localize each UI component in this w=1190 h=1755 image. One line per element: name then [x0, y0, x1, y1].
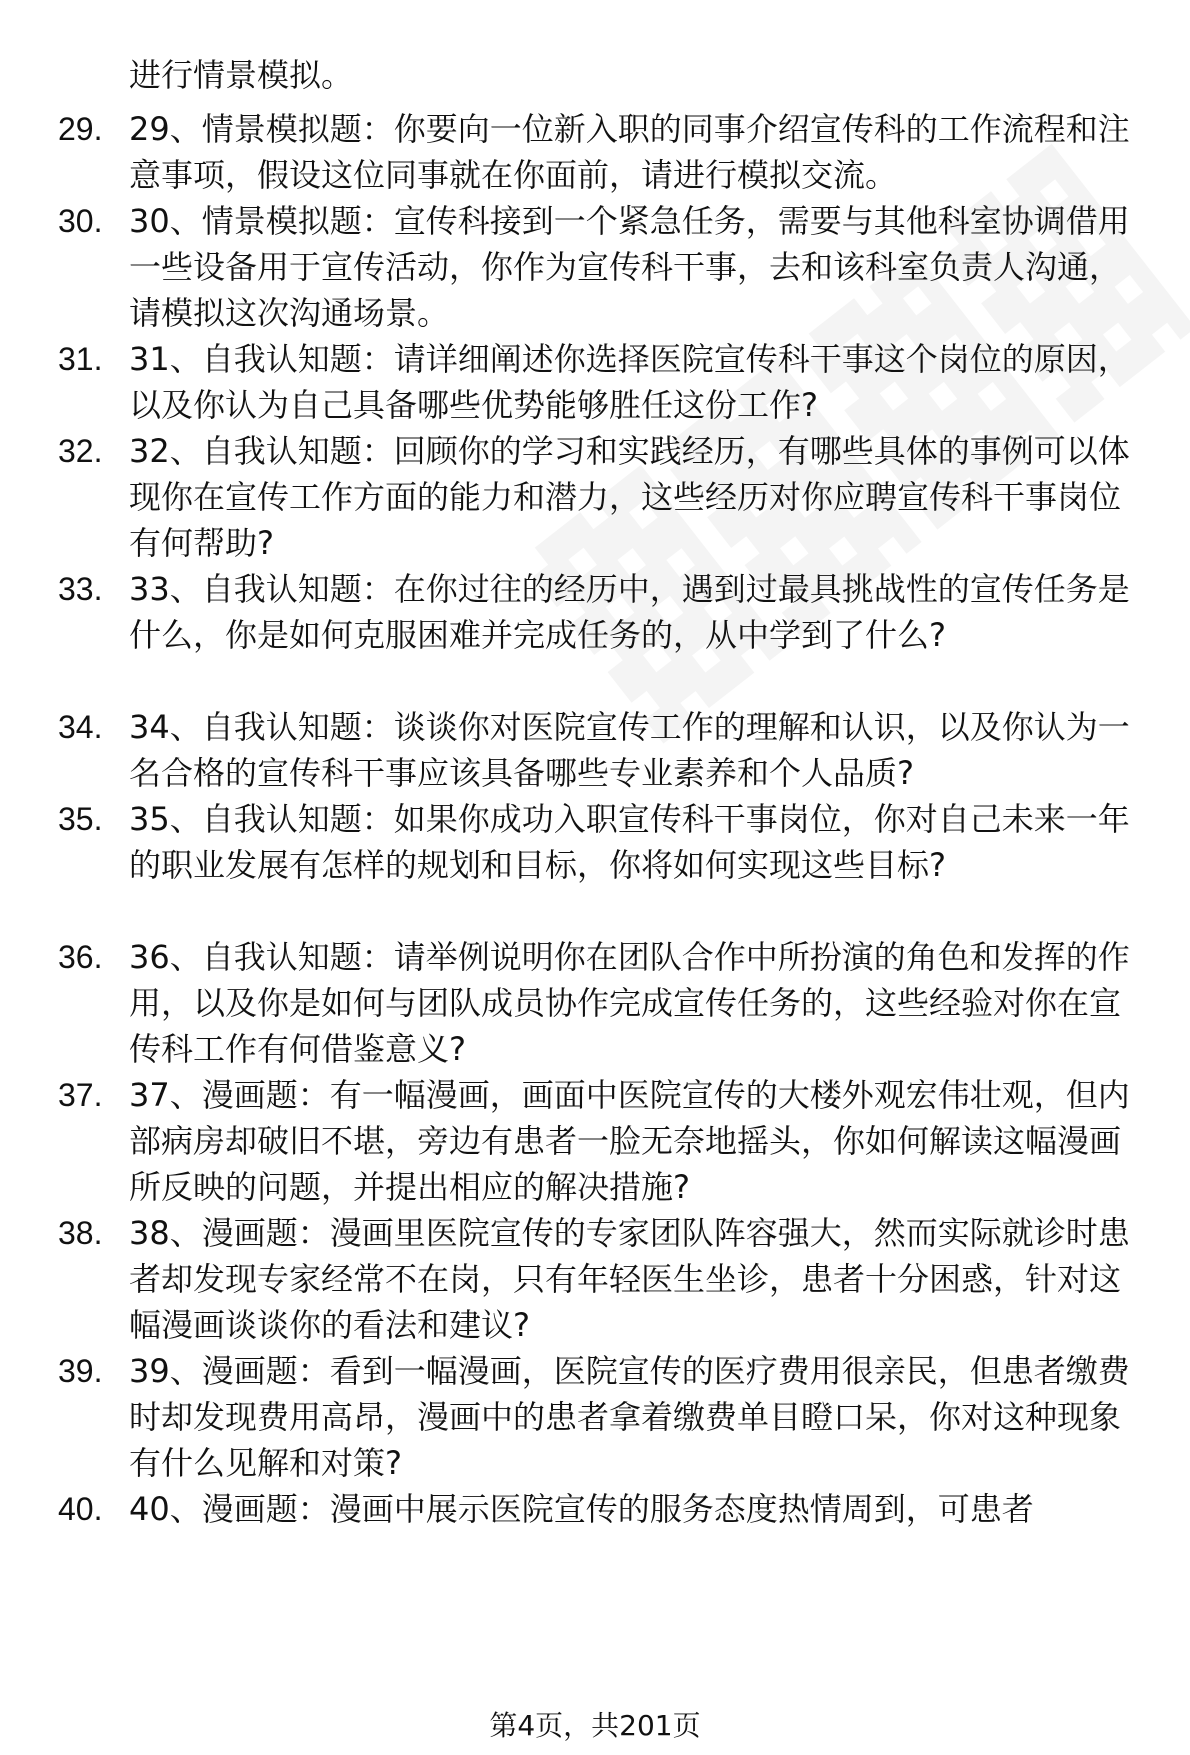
- item-number: 30.: [58, 203, 103, 239]
- item-text: 30、情景模拟题：宣传科接到一个紧急任务，需要与其他科室协调借用一些设备用于宣传活动，你作为宣传科干事，去和该科室负责人沟通，请模拟这次沟通场景。: [129, 202, 1130, 332]
- item-number: 35.: [58, 801, 103, 837]
- item-text: 34、自我认知题：谈谈你对医院宣传工作的理解和认识，以及你认为一名合格的宣传科干事应该具备哪些专业素养和个人品质?: [129, 708, 1130, 792]
- item-text: 32、自我认知题：回顾你的学习和实践经历，有哪些具体的事例可以体现你在宣传工作方面的能力和潜力，这些经历对你应聘宣传科干事岗位有何帮助?: [129, 432, 1130, 562]
- item-text: 35、自我认知题：如果你成功入职宣传科干事岗位，你对自己未来一年的职业发展有怎样的规划和目标，你将如何实现这些目标?: [129, 800, 1130, 884]
- page-footer: 第4页，共201页: [489, 1709, 701, 1742]
- item-text: 33、自我认知题：在你过往的经历中，遇到过最具挑战性的宣传任务是什么，你是如何克服困难并完成任务的，从中学到了什么?: [129, 570, 1130, 654]
- item-number: 36.: [58, 939, 103, 975]
- item-number: 39.: [58, 1353, 103, 1389]
- item-text: 39、漫画题：看到一幅漫画，医院宣传的医疗费用很亲民，但患者缴费时却发现费用高昂，漫画中的患者拿着缴费单目瞪口呆，你对这种现象有什么见解和对策?: [129, 1352, 1130, 1482]
- continued-text: 进行情景模拟。: [129, 56, 354, 94]
- item-text: 37、漫画题：有一幅漫画，画面中医院宣传的大楼外观宏伟壮观，但内部病房却破旧不堪，旁边有患者一脸无奈地摇头，你如何解读这幅漫画所反映的问题，并提出相应的解决措施?: [129, 1076, 1130, 1206]
- item-number: 31.: [58, 341, 103, 377]
- item-text: 40、漫画题：漫画中展示医院宣传的服务态度热情周到，可患者: [129, 1490, 1034, 1528]
- item-number: 29.: [58, 111, 103, 147]
- item-text: 29、情景模拟题：你要向一位新入职的同事介绍宣传科的工作流程和注意事项，假设这位同事就在你面前，请进行模拟交流。: [129, 110, 1130, 194]
- item-text: 36、自我认知题：请举例说明你在团队合作中所扮演的角色和发挥的作用，以及你是如何与团队成员协作完成宣传任务的，这些经验对你在宣传科工作有何借鉴意义?: [129, 938, 1130, 1068]
- item-number: 33.: [58, 571, 103, 607]
- item-text: 38、漫画题：漫画里医院宣传的专家团队阵容强大，然而实际就诊时患者却发现专家经常不在岗，只有年轻医生坐诊，患者十分困惑，针对这幅漫画谈谈你的看法和建议?: [129, 1214, 1130, 1344]
- item-number: 37.: [58, 1077, 103, 1113]
- item-number: 32.: [58, 433, 103, 469]
- item-number: 40.: [58, 1491, 103, 1527]
- item-text: 31、自我认知题：请详细阐述你选择医院宣传科干事这个岗位的原因，以及你认为自己具备哪些优势能够胜任这份工作?: [129, 340, 1130, 424]
- item-number: 34.: [58, 709, 103, 745]
- item-number: 38.: [58, 1215, 103, 1251]
